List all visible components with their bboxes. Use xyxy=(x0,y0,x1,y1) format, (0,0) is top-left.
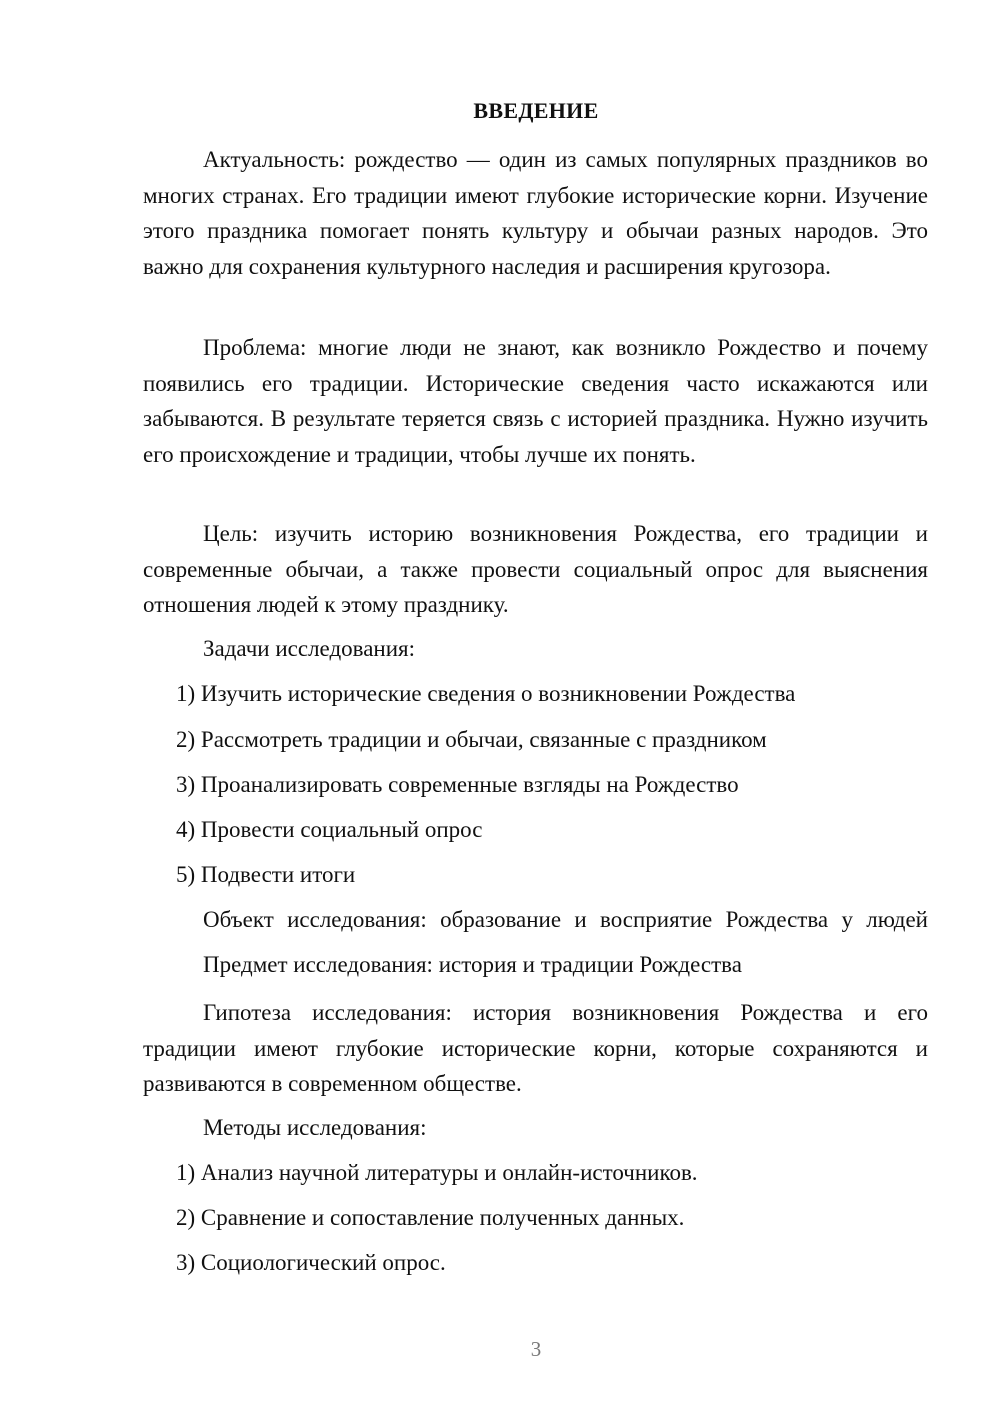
problem-paragraph: Проблема: многие люди не знают, как возникло Рождество и почему появились его традиции. Исторические сведения часто искажаются или забываются. В результате теряется связь с историей праздника. Нужно изучить его происхождение и традиции, чтобы лучше их понять. xyxy=(143,335,928,467)
goal-paragraph: Цель: изучить историю возникновения Рождества, его традиции и современные обычаи, а также провести социальный опрос для выяснения отношения людей к этому празднику. xyxy=(143,521,928,617)
relevance-paragraph: Актуальность: рождество — один из самых популярных праздников во многих странах. Его традиции имеют глубокие исторические корни. Изучение этого праздника помогает понять культуру и обычаи разных народов. Это важно для сохранения культурного наследия и расширения кругозора. xyxy=(143,147,928,279)
tasks-title: Задачи исследования: xyxy=(203,636,416,661)
research-subject: Предмет исследования: история и традиции Рождества xyxy=(203,952,742,977)
hypothesis-paragraph: Гипотеза исследования: история возникновения Рождества и его традиции имеют глубокие исторические корни, которые сохраняются и развиваются в современном обществе. xyxy=(143,1000,928,1096)
section-heading: ВВЕДЕНИЕ xyxy=(473,98,599,123)
method-item: 2) Сравнение и сопоставление полученных данных. xyxy=(176,1205,685,1230)
task-item: 1) Изучить исторические сведения о возникновении Рождества xyxy=(176,681,796,706)
method-item: 1) Анализ научной литературы и онлайн-источников. xyxy=(176,1160,698,1185)
task-item: 3) Проанализировать современные взгляды на Рождество xyxy=(176,772,739,797)
task-item: 5) Подвести итоги xyxy=(176,862,356,887)
page-number: 3 xyxy=(530,1337,542,1361)
method-item: 3) Социологический опрос. xyxy=(176,1250,446,1275)
task-item: 4) Провести социальный опрос xyxy=(176,817,483,842)
methods-title: Методы исследования: xyxy=(203,1115,427,1140)
task-item: 2) Рассмотреть традиции и обычаи, связанные с праздником xyxy=(176,727,767,752)
research-object: Объект исследования: образование и восприятие Рождества у людей xyxy=(203,907,928,932)
